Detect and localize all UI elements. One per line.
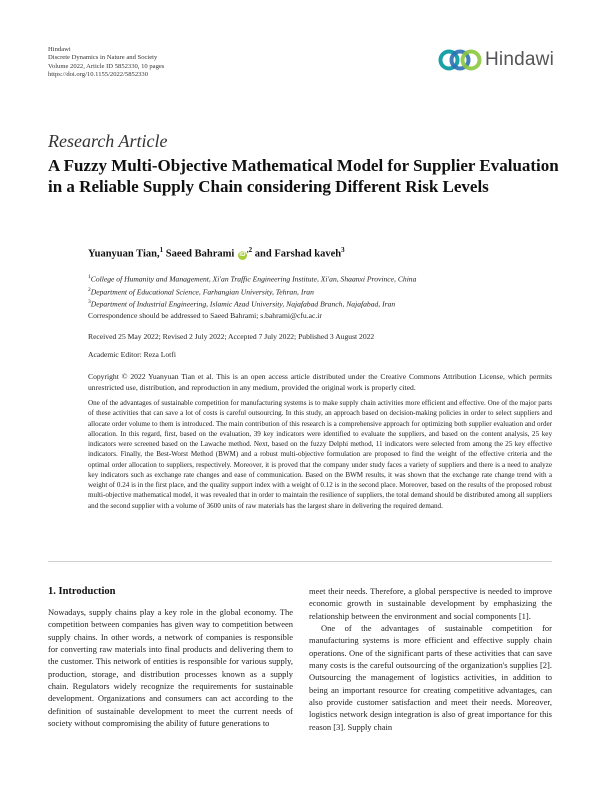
intro-paragraph: Nowadays, supply chains play a key role in the global economy. The competition between companies has given way to competition between supply chains. In other words, a network of companies is responsible for converting raw materials into final products and delivering them to the customer. This network of entities is responsible for various supply, production, storage, and distribution processes known as a supply chain. Regulators widely recognize the requirements for sustainable development. Organizations and consumers can act according to the definition of sustainable development to meet the current needs of society without compromising the ability of future generations to xyxy=(48,607,293,729)
affiliation-text: Department of Educational Science, Farhangian University, Tehran, Iran xyxy=(90,287,314,297)
affiliation-item xyxy=(88,272,416,285)
section-heading: 1. Introduction xyxy=(48,586,116,597)
paper-title: A Fuzzy Multi-Objective Mathematical Model for Supplier Evaluation in a Reliable Supply Chain considering Different Risk Levels xyxy=(48,156,559,196)
author-name[interactable]: and Farshad kaveh xyxy=(254,248,342,260)
affiliation-mark: 3 xyxy=(88,299,91,306)
correspondence-note: Correspondence should be addressed to Saeed Bahrami; s.bahrami@cfu.ac.ir xyxy=(88,311,322,320)
article-type: Research Article xyxy=(48,131,168,151)
section-divider xyxy=(48,561,552,562)
affiliation-text: Department of Industrial Engineering, Islamic Azad University, Najafabad Branch, Najafabad, Iran xyxy=(90,300,396,309)
logo-text: Hindawi xyxy=(485,49,554,70)
affiliation-mark: 2 xyxy=(88,286,91,293)
affiliation-item xyxy=(88,297,416,310)
author-affiliation-mark: ,2 xyxy=(246,246,253,254)
author-name[interactable]: Saeed Bahrami xyxy=(165,248,235,260)
author-name[interactable]: Yuanyuan Tian, xyxy=(88,248,160,260)
intro-paragraph: meet their needs. Therefore, a global perspective is needed to improve economic growth in sustainable development by emphasizing the relationship between the environment and social components [1]. xyxy=(309,586,552,621)
journal-header xyxy=(48,46,164,80)
intro-column-left xyxy=(48,606,293,729)
academic-editor: Academic Editor: Reza Lotfi xyxy=(88,350,176,359)
journal-name: Discrete Dynamics in Nature and Society xyxy=(48,54,158,62)
abstract-text: One of the advantages of sustainable competition for manufacturing systems is to make supply chain activities more efficient and effective. One of the major parts of these activities that can save a lot of costs is careful outsourcing. In this study, an approach based on decision-making policies in order to select suppliers and allocate order volume to them is introduced. The main contribution of this research is a comprehensive approach for optimizing both supplier evaluation and order allocation. In this regard, first, based on the evaluation, 39 key indicators were identified to evaluate the suppliers, and based on the content analysis, 25 key indicators were screened based on the Lawache method. Next, based on the fuzzy Delphi method, 11 indicators were selected from among the 25 key effective indicators. Finally, the Best-Worst Method (BWM) and a robust multi-objective formulation are proposed to find the weight of the effective criteria and the optimal order allocation to suppliers, respectively. Moreover, it is proved that the company under study faces a variety of suppliers and there is a need to analyze key indicators such as exchange rate changes and ease of communication. Based on the BWM results, it was shown that the exchange rate change trend with a weight of 0.24 is in the first place, and the quality support index with a weight of 0.12 is in the second place. Moreover, based on the results of the proposed robust multi-objective mathematical model, it was revealed that in order to maintain the resilience of suppliers, the total demand should be distributed among all suppliers and the second supplier with a volume of 3600 units of raw materials has the largest share in delivering the required demand. xyxy=(88,399,552,510)
intro-column-right xyxy=(309,585,552,733)
affiliation-text: College of Humanity and Management, Xi'an Traffic Engineering Institute, Xi'an, Shaanxi Province, China xyxy=(90,274,417,284)
affiliations xyxy=(88,272,416,310)
hindawi-logo-icon xyxy=(438,47,482,73)
author-list xyxy=(88,246,345,260)
affiliation-item xyxy=(88,285,416,298)
copyright-notice: Copyright © 2022 Yuanyuan Tian et al. This is an open access article distributed under the Creative Commons Attribution License, which permits unrestricted use, distribution, and reproduction in any medium, provided the original work is properly cited. xyxy=(88,372,552,393)
publisher-name: Hindawi xyxy=(48,46,71,53)
hindawi-logo[interactable] xyxy=(438,47,554,73)
publication-dates: Received 25 May 2022; Revised 2 July 2022; Accepted 7 July 2022; Published 3 August 2022 xyxy=(88,332,375,341)
affiliation-mark: 1 xyxy=(88,274,91,280)
author-affiliation-mark: 1 xyxy=(159,246,164,254)
volume-line: Volume 2022, Article ID 5852330, 10 pages xyxy=(48,62,165,70)
intro-paragraph: One of the advantages of sustainable competition for manufacturing systems is more efficient and effective supply chain operations. One of the significant parts of these activities that can save many costs is the careful outsourcing of the organization's supplies [2]. Outsourcing the management of logistics activities, in addition to being an important resource for creating competitive advantages, can also provide customer satisfaction and meet their needs. Moreover, logistics network design integration is also of great importance for this reason [3]. Supply chain xyxy=(309,623,552,732)
doi-link[interactable]: https://doi.org/10.1155/2022/5852330 xyxy=(48,71,149,79)
author-affiliation-mark: 3 xyxy=(341,246,345,254)
orcid-icon[interactable]: iD xyxy=(239,251,246,258)
